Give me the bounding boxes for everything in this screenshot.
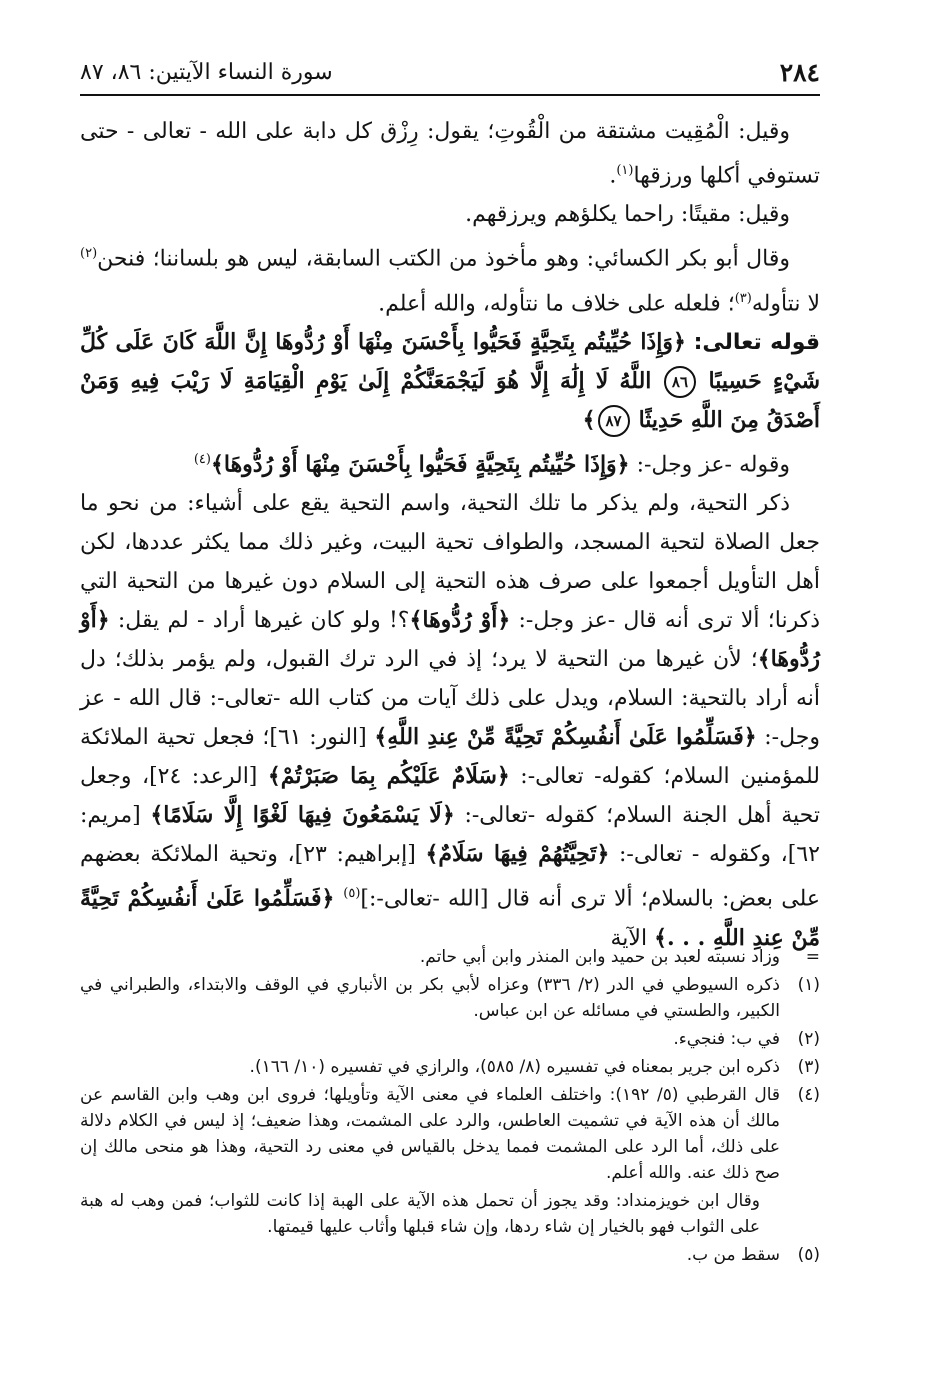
paragraph: وقوله -عز وجل-: ﴿وَإِذَا حُيِّيتُم بِتَحِيَّةٍ فَحَيُّوا بِأَحْسَنَ مِنْهَا أَوْ رُدُّوهَا﴾$^{(٤)}$ [193, 451, 790, 478]
quran-quote: ﴿لَا يَسْمَعُونَ فِيهَا لَغْوًا إِلَّا سَلَامًا﴾ [150, 802, 455, 829]
footnote-text: ذكره السيوطي في الدر (٢/ ٣٣٦) وعزاه لأبي بكر بن الأنباري في الوقف والابتداء، والطبراني في الكبير، والطستي في مسائله عن ابن عباس. [80, 975, 781, 1021]
footnote-ref[interactable]: (٤) [193, 451, 211, 467]
verse-lead: قوله تعالى: [693, 329, 820, 355]
footnote-text: قال القرطبي (٥/ ١٩٢): واختلف العلماء في معنى الآية وتأويلها؛ فروى ابن وهب وابن القاسم عن مالك أن هذه الآية في تشميت العاطس، والرد على المشمت، وهذا ضعيف؛ إذ ليس في الكلام دلالة على ذلك، أما الرد على المشمت فمما يدخل بالقياس في معنى رد التحية، وهذا هو منحى مالك إن صح ذلك عنه. والله أعلم. [80, 1085, 781, 1183]
verse-block: قوله تعالى: ﴿وَإِذَا حُيِّيتُم بِتَحِيَّةٍ فَحَيُّوا بِأَحْسَنَ مِنْهَا أَوْ رُدُّوهَا إِنَّ اللَّهَ كَانَ عَلَى كُلِّ شَيْءٍ حَسِيبًا ٨٦ اللَّهُ لَا إِلَٰهَ إِلَّا هُوَ لَيَجْمَعَنَّكُمْ إِلَىٰ يَوْمِ الْقِيَامَةِ لَا رَيْبَ فِيهِ وَمَنْ أَصْدَقُ مِنَ اللَّهِ حَدِيثًا ٨٧﴾ [80, 323, 820, 440]
footnotes [80, 944, 820, 1270]
paragraph: وقال أبو بكر الكسائي: وهو مأخوذ من الكتب السابقة، ليس هو بلساننا؛ فنحن$^{(٢)}$ لا نتأوله$^{(٣)}$؛ فلعله على خلاف ما نتأوله، والله أعلم. [80, 246, 820, 316]
footnote-ref[interactable]: (٢) [80, 246, 98, 262]
footnote [80, 1026, 820, 1052]
footnote-number: (٥) [797, 1245, 820, 1265]
footnote-number: (١) [797, 975, 820, 995]
paragraph: وقيل: الْمُقِيت مشتقة من الْقُوتِ؛ يقول: رِزْق كل دابة على الله - تعالى - حتى تستوفي أكلها ورزقها$^{(١)}$. [80, 119, 820, 189]
main-text [80, 112, 820, 958]
quran-quote: ﴿فَسَلِّمُوا عَلَىٰ أَنفُسِكُمْ تَحِيَّةً مِّنْ عِندِ اللَّهِ﴾ [374, 724, 757, 751]
quran-quote: ﴿فَسَلِّمُوا عَلَىٰ أَنفُسِكُمْ تَحِيَّةً مِّنْ عِندِ اللَّهِ . . .﴾ [80, 885, 820, 951]
carry-mark: = [805, 947, 820, 967]
footnote [80, 1242, 820, 1268]
footnote-ref[interactable]: (٥) [343, 886, 361, 902]
footnote-number: (٣) [797, 1057, 820, 1077]
verse-number-marker: ٨٦ [664, 366, 696, 398]
page-number: ٢٨٤ [779, 58, 820, 87]
footnote-text: سقط من ب. [686, 1245, 780, 1265]
footnote-text: في ب: فنجيء. [673, 1029, 780, 1049]
footnote [80, 1082, 820, 1186]
verse-number-marker: ٨٧ [598, 405, 630, 437]
quran-verse: ﴿وَإِذَا حُيِّيتُم بِتَحِيَّةٍ فَحَيُّوا بِأَحْسَنَ مِنْهَا أَوْ رُدُّوهَا إِنَّ اللَّهَ كَانَ عَلَى كُلِّ شَيْءٍ حَسِيبًا [80, 328, 820, 394]
quran-quote: ﴿أَوْ رُدُّوهَا﴾ [80, 607, 820, 673]
footnote-carry: = وزاد نسبته لعبد بن حميد وابن المنذر وابن أبي حاتم. [80, 944, 820, 970]
footnote-number: (٤) [797, 1085, 820, 1105]
paragraph: وقيل: مقيتًا: راحما يكلؤهم ويرزقهم. [465, 202, 790, 228]
page-header [80, 54, 820, 96]
quran-quote: ﴿سَلَامٌ عَلَيْكُم بِمَا صَبَرْتُمْ﴾ [267, 763, 510, 790]
footnote-number: (٢) [797, 1029, 820, 1049]
footnote [80, 972, 820, 1024]
quran-quote: ﴿وَإِذَا حُيِّيتُم بِتَحِيَّةٍ فَحَيُّوا بِأَحْسَنَ مِنْهَا أَوْ رُدُّوهَا﴾ [210, 451, 630, 478]
running-title: سورة النساء الآيتين: ٨٦، ٨٧ [80, 60, 333, 85]
footnote [80, 1054, 820, 1080]
quran-quote: ﴿أَوْ رُدُّوهَا﴾ [409, 607, 511, 634]
quran-verse: اللَّهُ لَا إِلَٰهَ إِلَّا هُوَ لَيَجْمَعَنَّكُمْ إِلَىٰ يَوْمِ الْقِيَامَةِ لَا رَيْبَ فِيهِ وَمَنْ أَصْدَقُ مِنَ اللَّهِ حَدِيثًا [80, 367, 820, 433]
footnote-continuation [80, 1188, 820, 1240]
footnote-text: وقال ابن خويزمنداد: وقد يجوز أن تحمل هذه الآية على الهبة إذا كانت للثواب؛ فمن وهب له هبة على الثواب فهو بالخيار إن شاء ردها، وإن شاء قبلها وأثاب عليها قيمتها. [80, 1191, 760, 1237]
paragraph: ذكر التحية، ولم يذكر ما تلك التحية، واسم التحية يقع على أشياء: من نحو ما جعل الصلاة لتحية المسجد، والطواف تحية البيت، وغير ذلك مما يكثر عددها، لكن أهل التأويل أجمعوا على صرف هذه التحية إلى السلام دون غيرها من التحية التي ذكرنا؛ ألا ترى أنه قال -عز وجل-: ﴿أَوْ رُدُّوهَا﴾؟! ولو كان غيرها أراد - لم يقل: ﴿أَوْ رُدُّوهَا﴾؛ لأن غيرها من التحية لا يرد؛ إذ في الرد ترك القبول، ولم يؤمر بذلك؛ دل أنه أراد بالتحية: السلام، ويدل على ذلك آيات من كتاب الله -تعالى-: قال الله - عز وجل-: ﴿فَسَلِّمُوا عَلَىٰ أَنفُسِكُمْ تَحِيَّةً مِّنْ عِندِ اللَّهِ﴾ [النور: ٦١]؛ فجعل تحية الملائكة للمؤمنين السلام؛ كقوله- تعالى-: ﴿سَلَامٌ عَلَيْكُم بِمَا صَبَرْتُمْ﴾ [الرعد: ٢٤]، وجعل تحية أهل الجنة السلام؛ كقوله -تعالى-: ﴿لَا يَسْمَعُونَ فِيهَا لَغْوًا إِلَّا سَلَامًا﴾ [مريم: ٦٢]، وكقوله - تعالى-: ﴿تَحِيَّتُهُمْ فِيهَا سَلَامٌ﴾ [إبراهيم: ٢٣]، وتحية الملائكة بعضهم على بعض: بالسلام؛ ألا ترى أنه قال [الله -تعالى-:]$^{(٥)}$ ﴿فَسَلِّمُوا عَلَىٰ أَنفُسِكُمْ تَحِيَّةً مِّنْ عِندِ اللَّهِ . . .﴾ الآية [80, 491, 820, 951]
footnote-ref[interactable]: (٣) [734, 290, 752, 306]
footnote-text: ذكره ابن جرير بمعناه في تفسيره (٨/ ٥٨٥)، والرازي في تفسيره (١٠/ ١٦٦). [249, 1057, 780, 1077]
footnote-ref[interactable]: (١) [616, 163, 634, 178]
quran-quote: ﴿تَحِيَّتُهُمْ فِيهَا سَلَامٌ﴾ [425, 841, 610, 868]
